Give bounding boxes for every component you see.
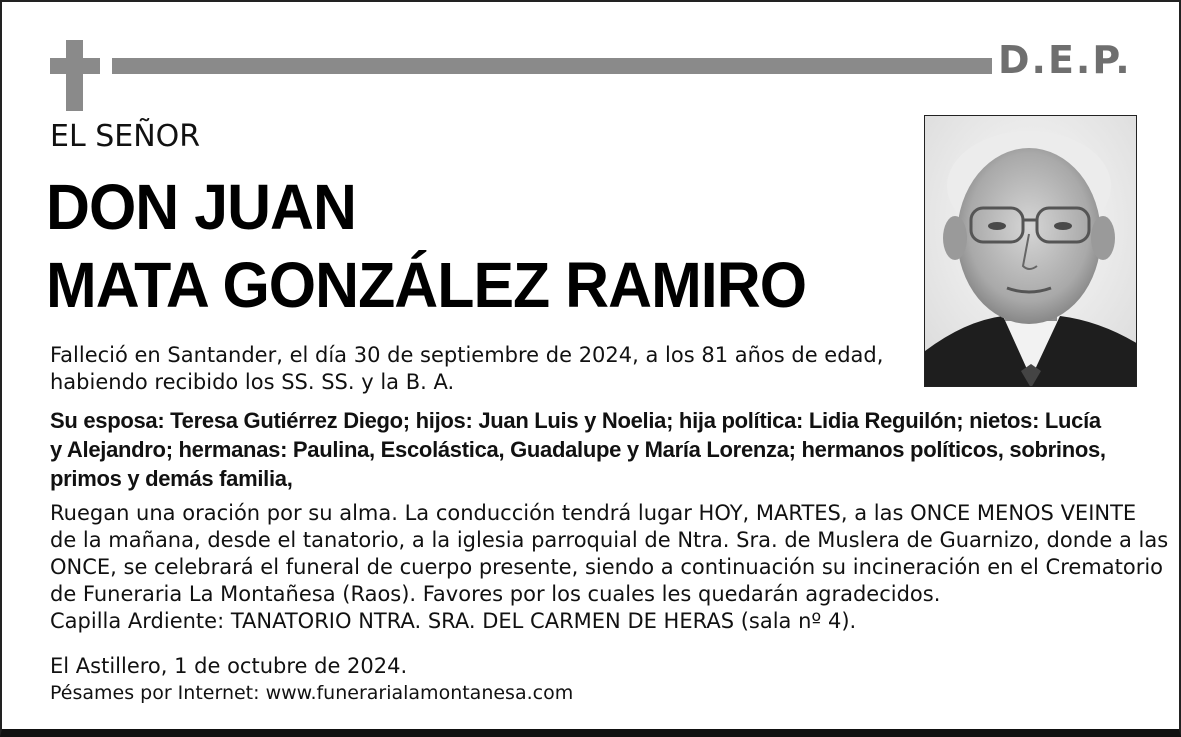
footer xyxy=(50,653,573,706)
death-info-line: habiendo recibido los SS. SS. y la B. A. xyxy=(50,370,455,394)
place-date: El Astillero, 1 de octubre de 2024. xyxy=(50,654,408,678)
death-info xyxy=(50,342,883,396)
portrait-photo xyxy=(924,115,1137,387)
family-list xyxy=(50,406,1106,493)
cross-icon xyxy=(66,40,83,111)
dep-label: D.E.P. xyxy=(998,38,1132,82)
deceased-name-line1: DON JUAN xyxy=(46,171,356,243)
service-line: de Funeraria La Montañesa (Raos). Favores por los cuales les quedarán agradecidos. xyxy=(50,582,941,606)
pre-title: EL SEÑOR xyxy=(50,119,201,154)
family-line: Su esposa: Teresa Gutiérrez Diego; hijos: Juan Luis y Noelia; hija política: Lidia Reguilón; nietos: Lucía xyxy=(50,408,1101,433)
death-info-line: Falleció en Santander, el día 30 de septiembre de 2024, a los 81 años de edad, xyxy=(50,343,884,367)
deceased-name-line2: MATA GONZÁLEZ RAMIRO xyxy=(46,249,807,321)
family-line: y Alejandro; hermanas: Paulina, Escolástica, Guadalupe y María Lorenza; hermanos políticos, sobrinos, xyxy=(50,437,1106,462)
family-line: primos y demás familia, xyxy=(50,466,293,491)
cross-icon-bar xyxy=(50,58,100,74)
service-line: Capilla Ardiente: TANATORIO NTRA. SRA. DEL CARMEN DE HERAS (sala nº 4). xyxy=(50,609,857,633)
service-line: ONCE, se celebrará el funeral de cuerpo presente, siendo a continuación su incineración en el Crematorio xyxy=(50,555,1164,579)
header-rule xyxy=(112,58,992,74)
service-line: Ruegan una oración por su alma. La conducción tendrá lugar HOY, MARTES, a las ONCE MENOS VEINTE xyxy=(50,501,1137,525)
service-info xyxy=(50,500,1168,635)
condolences-url: Pésames por Internet: www.funerarialamontanesa.com xyxy=(50,682,574,704)
portrait-illustration xyxy=(925,116,1137,387)
service-line: de la mañana, desde el tanatorio, a la iglesia parroquial de Ntra. Sra. de Muslera de Guarnizo, donde a las xyxy=(50,528,1169,552)
